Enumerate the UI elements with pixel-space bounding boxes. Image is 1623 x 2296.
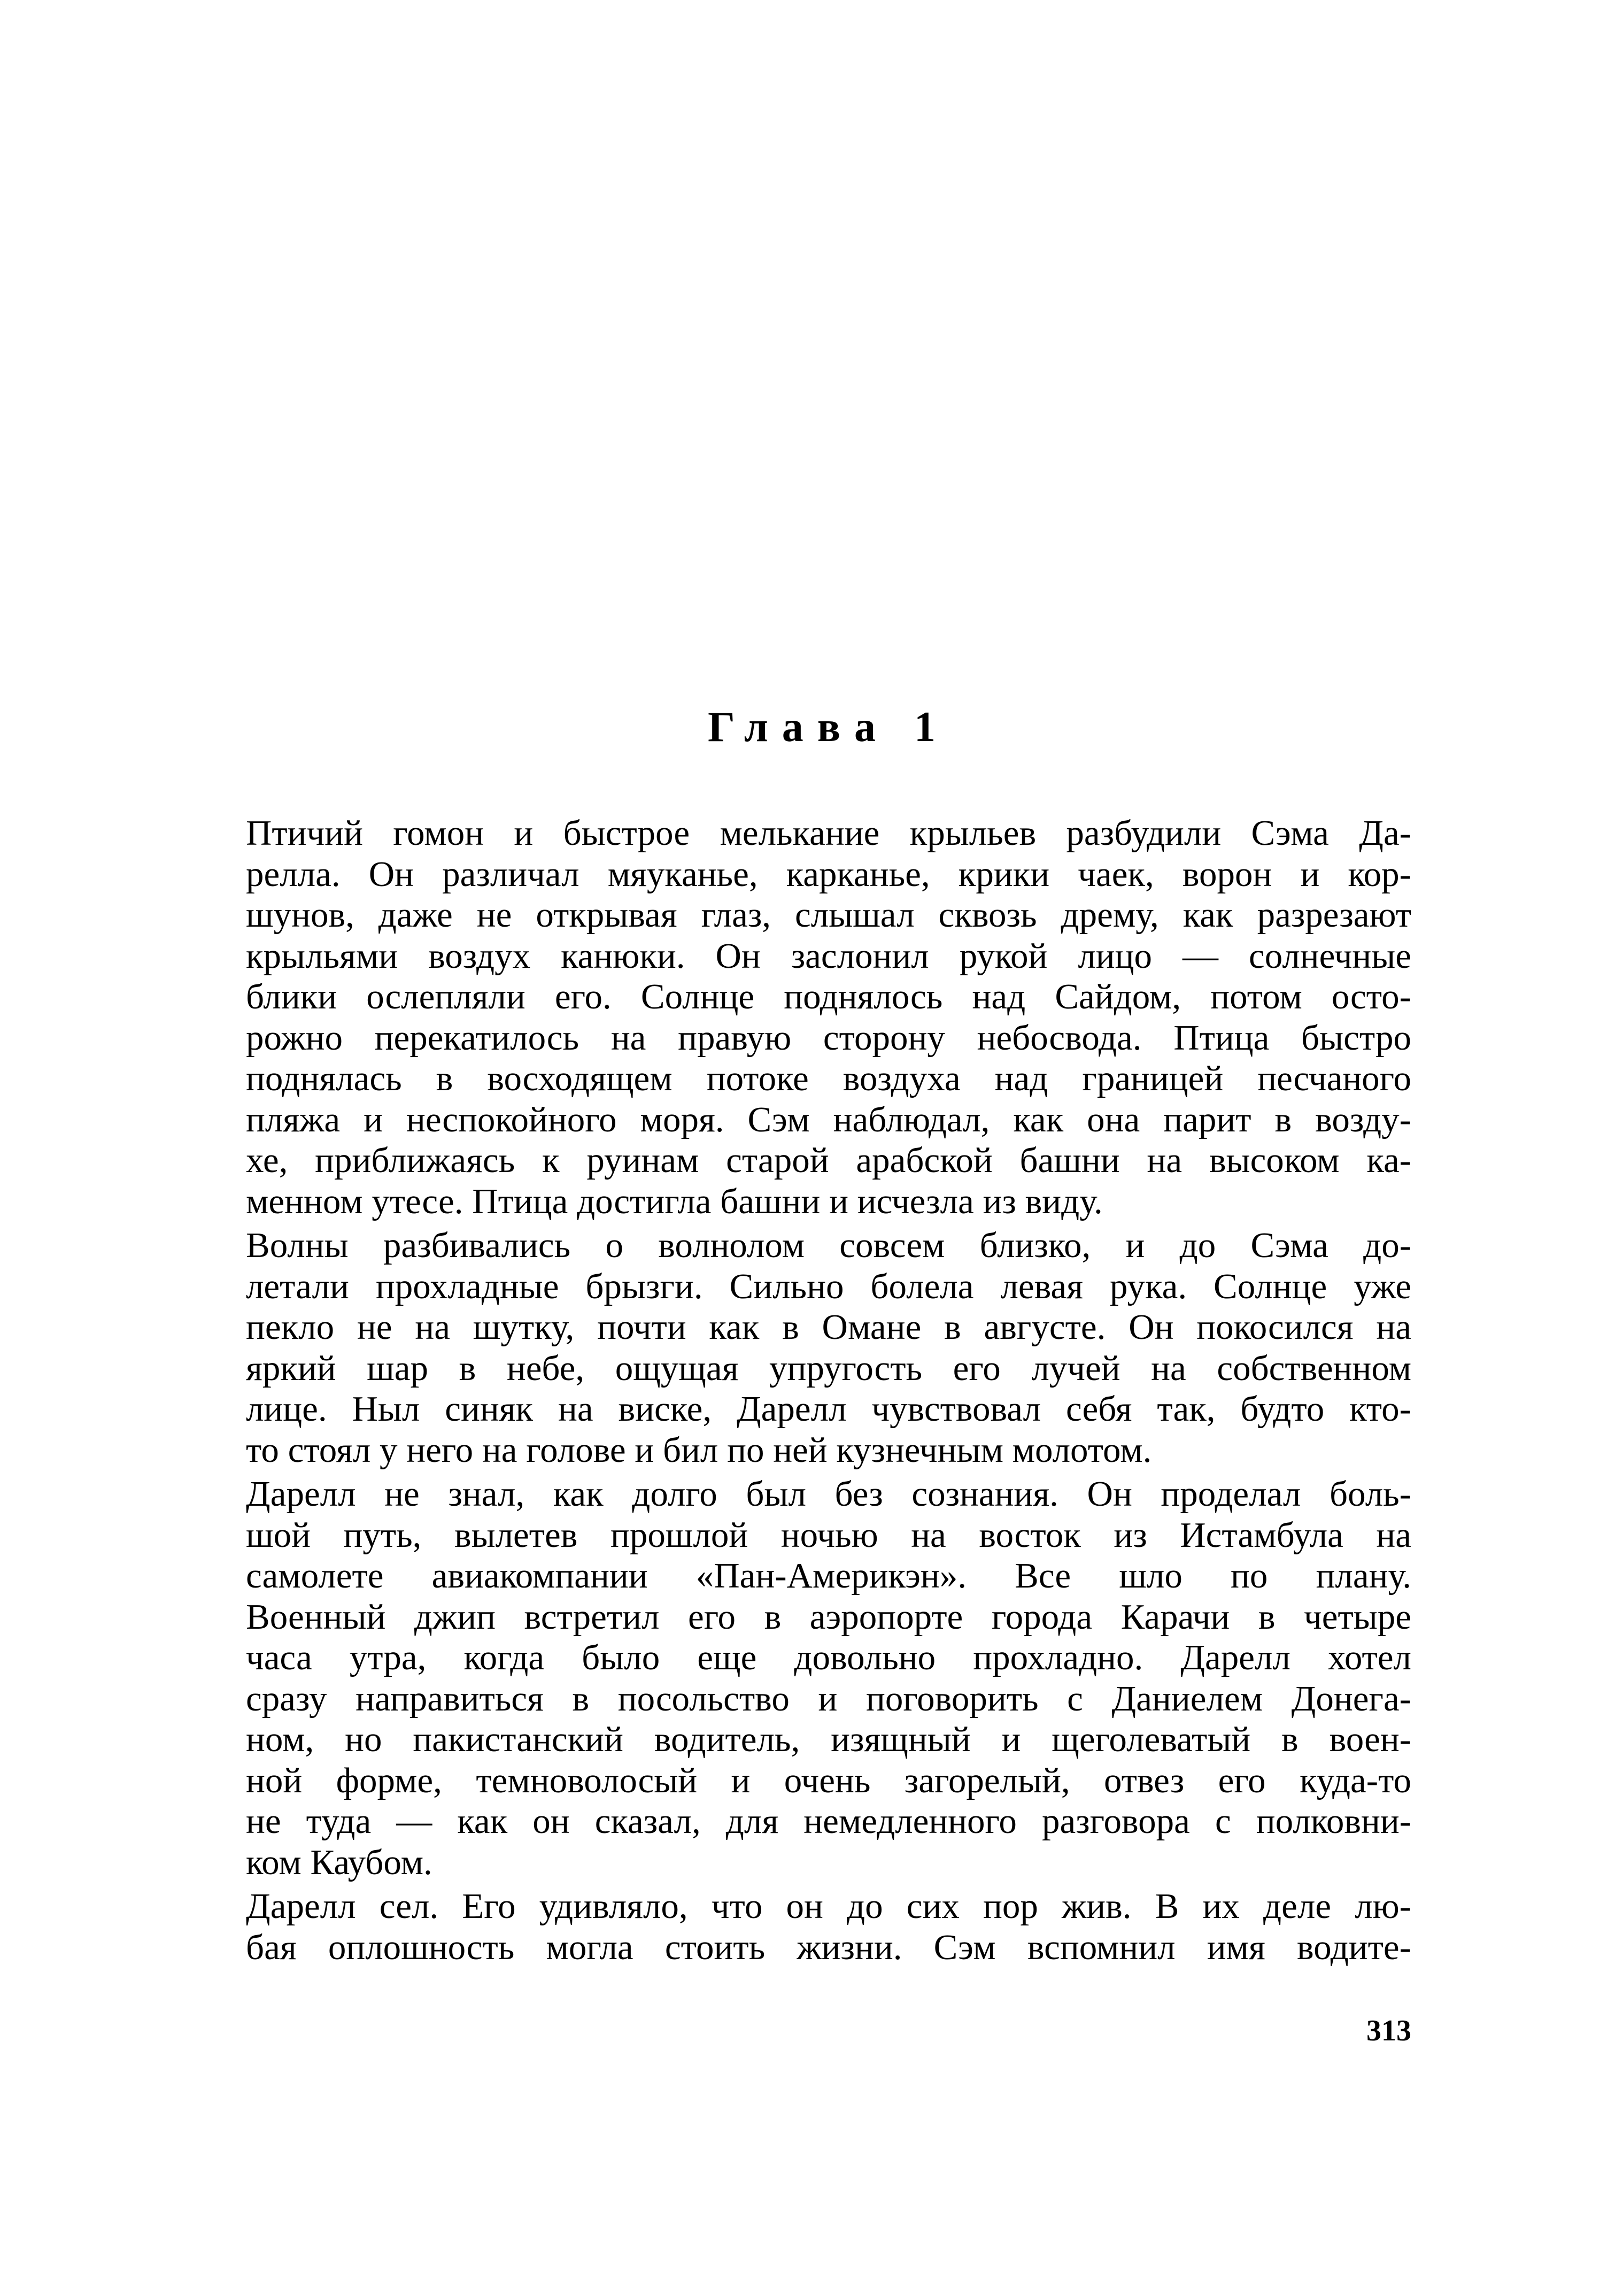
- text-line: ном, но пакистанский водитель, изящный и щеголеватый в воен-: [246, 1720, 1411, 1759]
- text-line: не туда — как он сказал, для немедленного разговора с полковни-: [246, 1801, 1411, 1841]
- text-line: бая оплошность могла стоить жизни. Сэм вспомнил имя водите-: [246, 1927, 1411, 1967]
- text-line: шой путь, вылетев прошлой ночью на восток из Истамбула на: [246, 1515, 1411, 1555]
- text-line: самолете авиакомпании «Пан-Америкэн». Все шло по плану.: [246, 1556, 1411, 1596]
- text-line: то стоял у него на голове и бил по ней кузнечным молотом.: [246, 1430, 1152, 1470]
- text-line: лице. Ныл синяк на виске, Дарелл чувствовал себя так, будто кто-: [246, 1389, 1411, 1429]
- page-number: 313: [1366, 2014, 1411, 2047]
- paragraph: [246, 1474, 1411, 1883]
- text-line: сразу направиться в посольство и поговорить с Даниелем Донега-: [246, 1678, 1411, 1719]
- text-line: пекло не на шутку, почти как в Омане в августе. Он покосился на: [246, 1307, 1411, 1347]
- text-line: шунов, даже не открывая глаз, слышал сквозь дрему, как разрезают: [246, 895, 1411, 935]
- text-line: Дарелл не знал, как долго был без сознания. Он проделал боль-: [246, 1474, 1411, 1514]
- text-line: летали прохладные брызги. Сильно болела левая рука. Солнце уже: [246, 1266, 1411, 1306]
- text-line: поднялась в восходящем потоке воздуха над границей песчаного: [246, 1059, 1411, 1098]
- text-line: ком Каубом.: [246, 1842, 432, 1882]
- text-line: яркий шар в небе, ощущая упругость его лучей на собственном: [246, 1348, 1411, 1388]
- text-line: рожно перекатилось на правую сторону небосвода. Птица быстро: [246, 1018, 1411, 1058]
- text-line: менном утесе. Птица достигла башни и исчезла из виду.: [246, 1181, 1103, 1221]
- text-line: Волны разбивались о волнолом совсем близко, и до Сэма до-: [246, 1226, 1411, 1265]
- chapter-title: Глава 1: [708, 704, 949, 751]
- text-line: блики ослепляли его. Солнце поднялось над Сайдом, потом осто-: [246, 977, 1411, 1016]
- paragraph: [246, 1225, 1411, 1470]
- paragraph: [246, 813, 1411, 1222]
- paragraph: [246, 1886, 1411, 1968]
- text-line: Дарелл сел. Его удивляло, что он до сих пор жив. В их деле лю-: [246, 1886, 1411, 1926]
- text-line: ной форме, темноволосый и очень загорелый, отвез его куда-то: [246, 1760, 1411, 1800]
- text-line: хе, приближаясь к руинам старой арабской башни на высоком ка-: [246, 1141, 1411, 1180]
- text-line: релла. Он различал мяуканье, карканье, крики чаек, ворон и кор-: [246, 854, 1411, 894]
- text-line: часа утра, когда было еще довольно прохладно. Дарелл хотел: [246, 1638, 1411, 1677]
- text-line: крыльями воздух канюки. Он заслонил рукой лицо — солнечные: [246, 936, 1411, 976]
- text-line: пляжа и неспокойного моря. Сэм наблюдал, как она парит в возду-: [246, 1099, 1411, 1139]
- text-line: Военный джип встретил его в аэропорте города Карачи в четыре: [246, 1597, 1411, 1637]
- text-line: Птичий гомон и быстрое мелькание крыльев разбудили Сэма Да-: [246, 813, 1411, 853]
- body-text: [246, 813, 1411, 1968]
